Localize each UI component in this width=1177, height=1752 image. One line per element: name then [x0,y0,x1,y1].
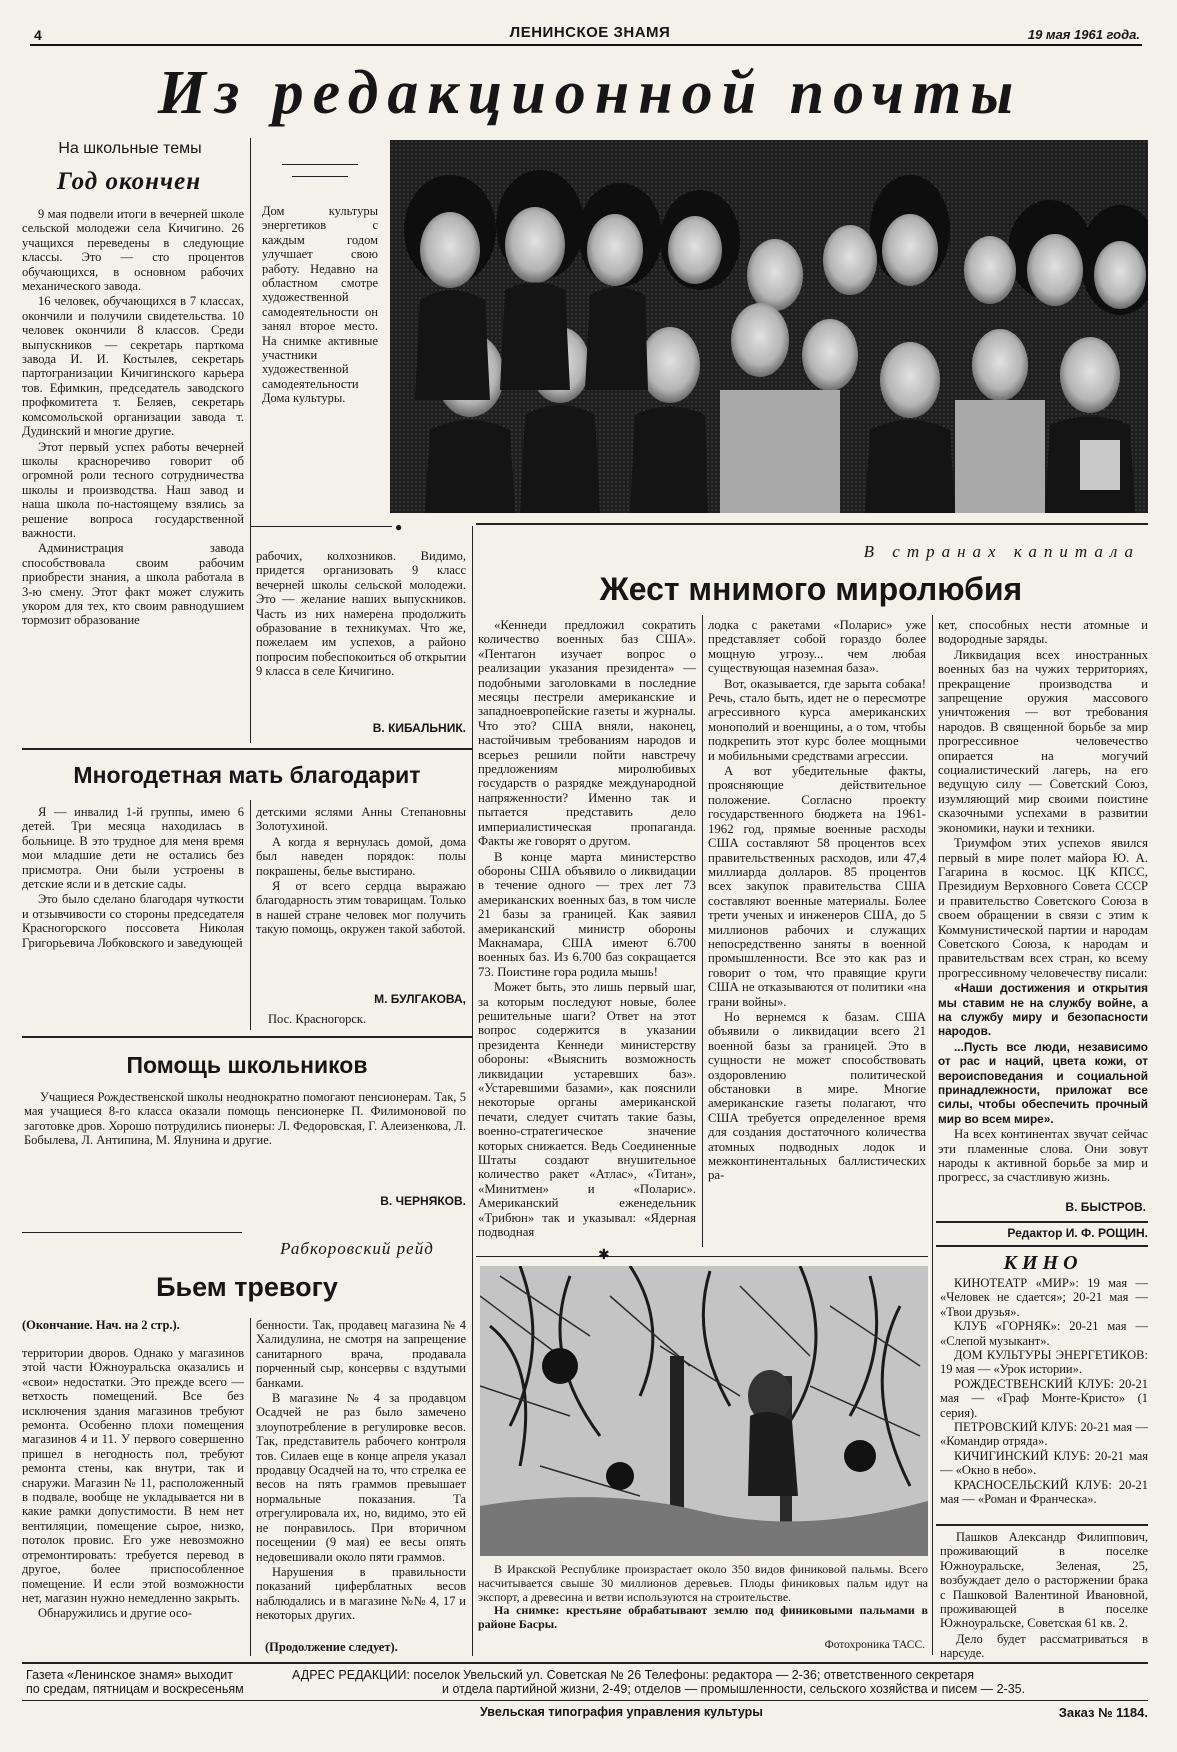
footer-rule [22,1662,1148,1664]
caption-paragraph: На снимке: крестьяне обрабатывают землю под финиковыми пальмами в районе Басры. [478,1603,928,1632]
footer-schedule [26,1668,286,1696]
column-divider [932,615,933,1655]
caption-ornament-top [292,176,348,177]
signature-bystrov: В. БЫСТРОВ. [1065,1200,1146,1214]
ornament-dot: ● [395,520,403,534]
paragraph: Этот первый успех работы вечерней школы красноречиво говорит об огромной роли тесного сотрудничества школы и производства. Наш завод и наша школа по-настоящему взялись за решение вопроса государственной важности. [22,439,244,540]
paragraph: лодка с ракетами «Поларис» уже представляет собой гораздо более мощную угрозу... чем любая существующая наземная база». [708,618,926,676]
article-god-col2 [256,549,466,680]
paragraph: В конце марта министерство обороны США объявило о ликвидации в течение одного — трех лет 73 американских военных баз, в том числе 21 базы за границей. Как заявил американский министр обороны Макнамара, США имеют 6.700 военных баз. Из 6.700 баз сокращается 73. Поистине гора родила мышь! [478,849,696,979]
paragraph: Триумфом этих успехов явился первый в мире полет майора Ю. А. Гагарина в космос. ЦК КПСС, Президиум Верховного Совета СССР и правительство Советского Союза в своем обращении в связи с этим к Коммунистической партии и народам Советского Союза, к народам и правительствам всех стран, ко всему прогрессивному человечеству писали: [938,836,1148,980]
rubric-rabkor-reid: Рабкоровский рейд [280,1239,434,1258]
photo-top-caption: Дом культуры энергетиков с каждым годом улучшает свою работу. Недавно на областном смотре художественной самодеятельности он занял второе место. На снимке активные участники художественной самодеятельности Дома культуры. [262,204,378,406]
section-title: Из редакционной почты [157,59,1023,127]
footer-printer: Увельская типография управления культуры [480,1705,763,1719]
paragraph: рабочих, колхозников. Видимо, придется организовать 9 класс вечерней школы сельской молодежи. Это — желание наших выпускников. Часть из них намерена продолжить образование в техникумах. Что же, пожелаем им успехов, а районо попросим побеспокоиться об открытии 9 класса в селе Кичигино. [256,549,467,679]
headline-byem-trevogu: Бьем тревогу [156,1272,338,1302]
paragraph: бенности. Так, продавец магазина № 4 Халидулина, не смотря на запрещение санитарного врача, продавала порченный сыр, консервы с вздутыми банками. [256,1318,466,1390]
footer-rule [22,1700,1148,1701]
article-mat-col2 [256,805,466,938]
paragraph: 9 мая подвели итоги в вечерней школе сельской молодежи села Кичигино. 26 учащихся переведены в следующие классы. Это — сто процентов обучающихся, в основном рабочих механического завода. [22,207,244,294]
editor-rule [936,1245,1148,1247]
article-trevoga-col1 [22,1346,244,1622]
caption-paragraph: В Иракской Республике произрастает около 350 видов финиковой пальмы. Всего насчитывается свыше 30 миллионов деревьев. Плоды финиковых пальм идут на экспорт, а древесина и ветви используются на строительстве. [478,1562,928,1604]
caption-ornament-top [282,164,358,165]
kino-separator [936,1524,1148,1526]
paragraph: детскими яслями Анны Степановны Золотухиной. [256,805,466,834]
editor-name: Редактор И. Ф. РОЩИН. [1007,1226,1148,1240]
paragraph: А когда я вернулась домой, дома был наведен порядок: полы покрашены, белье выстирано. [256,834,466,878]
footer-order: Заказ № 1184. [1058,1705,1148,1720]
article-trevoga-continuation: (Окончание. Нач. на 2 стр.). [22,1318,180,1332]
issue-date: 19 мая 1961 года. [1027,27,1140,42]
paragraph: Обнаружились и другие осо- [38,1606,192,1621]
paper-name: ЛЕНИНСКОЕ ЗНАМЯ [509,24,671,41]
paragraph: В магазине № 4 за продавцом Осадчей не раз было замечено злоупотребление в регулировке весов. Так, представитель рабочего контроля тов. Силаев еще в конце апреля указал продавцу Осадчей на то, что стрелка ее весов на пять граммов превышает нормальные показания. Та отрегулировала их, но, видимо, это ей не понравилось. При вторичном посещении (9 мая) ее весы опять недовешивали около пяти граммов. [256,1391,466,1564]
kino-title: КИНО [1003,1252,1083,1274]
choir-photo [390,140,1148,513]
masthead-rule [30,44,1142,46]
paragraph: Администрация завода способствовала своим рабочим приобрести знания, а школа работала в 3-ю смену. Этот факт может служить укором для тех, кто своим равнодушием тормозит образование [22,541,244,628]
photo-bottom-rule [476,523,1148,525]
paragraph: кет, способных нести атомные и водородные заряды. [938,618,1148,647]
footer-schedule-line: по средам, пятницам и воскресеньям [26,1682,244,1696]
paragraph: территории дворов. Однако у магазинов этой части Южноуральска оказались и «свои» недостатки. Это прежде всего — ветхость помещений. Все без исключения здания магазинов требуют ремонта. Особенно плохи помещения магазинов 4 и 11. У первого совершенно пришел в негодность пол, требуют ремонта стены, как внутри, так и снаружи. Магазин № 11, расположенный в подвале, вообще не укладывается ни в какие рамки допустимости. В нем нет вентиляции, помещение сырое, низко, потолок провис. Его уже невозможно отремонтировать: требуется перевод в другое, более приспособленное помещение. И если этой возможности нет, магазин нужно немедленно закрыть. [22,1346,244,1605]
kino-entry: ПЕТРОВСКИЙ КЛУБ: 20-21 мая — «Командир отряда». [940,1420,1148,1449]
article-mat-col1 [22,805,244,951]
divorce-notice [940,1530,1148,1662]
rubric-school-topics: На школьные темы [58,140,202,157]
paragraph: Дело будет рассматриваться в нарсуде. [940,1631,1148,1661]
paragraph: Я — инвалид 1-й группы, имею 6 детей. Три месяца находилась в больнице. В это трудное для меня время мои младшие дети не остались без присмотра. Они были устроены в детские ясли и в детские сады. [22,805,244,892]
kino-listings [940,1276,1148,1507]
column-divider [250,138,251,743]
paragraph: Вот, оказывается, где зарыта собака! Речь, стало быть, идет не о пересмотре агрессивного курса американских монополий и военщины, а о том, чтобы подкрепить этот курс более мощными и мобильными средствами агрессии. [708,676,926,763]
place-krasnogorsk: Пос. Красногорск. [268,1012,367,1026]
editor-rule [936,1221,1148,1223]
separator-rule [250,526,392,527]
ornament-star: ✱ [598,1248,610,1263]
article-zhest-col1 [478,618,696,1240]
footer-address-line: и отдела партийной жизни, 2-49; отделов — промышленности, сельского хозяйства и писем — 2-35. [442,1682,1026,1696]
signature-bulgakova: М. БУЛГАКОВА, [374,992,466,1006]
page-number: 4 [34,27,42,43]
paragraph: Ликвидация всех иностранных военных баз на чужих территориях, прекращение производства и запрещение оружия массового уничтожения — вот требования народов. В священной борьбе за мир прогрессивное человечество опирается на могучий социалистический лагерь, на его ведущую силу — Советский Союз, изумляющий мир своими поистине сказочными успехами в развитии экономики, науки и техники. [938,647,1148,835]
quote-paragraph: «Наши достижения и открытия мы ставим не на службу войне, а на службу миру и безопасности народов. [938,981,1148,1039]
column-divider [702,615,703,1247]
photo-credit: Фотохроника ТАСС. [824,1639,925,1651]
paragraph: «Кеннеди предложил сократить количество военных баз США». «Пентагон изучает вопрос о реализации указания президента» — подобными заголовками в последние месяцы пестрели американские и западноевропейские газеты и журналы. Что это? США вняли, наконец, настойчивым требованиям народов и всерьез решили пойти навстречу предложениям миролюбивых государств о разрядке международной напряженности? Именно так и пытается представить дело империалистическая пропаганда. Факты же говорят о другом. [478,618,696,849]
footer-address-line: АДРЕС РЕДАКЦИИ: поселок Увельский ул. Советская № 26 Телефоны: редактора — 2-36; ответственного секретаря [292,1668,974,1682]
palm-photo [480,1266,928,1556]
section-separator [22,748,472,750]
article-pomosch-text: Учащиеся Рождественской школы неоднократно помогают пенсионерам. Так, 5 мая учащиеся 8-го класса оказали помощь пенсионерке П. Филимоновой по заготовке дров. Хорошо потрудились пионеры: Л. Федоровская, Г. Алеизенкова, Л. Бобылева, Л. Антипина, М. Ялунина и другие. [24,1090,466,1148]
article-zhest-col3 [938,618,1148,1186]
paragraph: Пашков Александр Филиппович, проживающий в поселке Южноуральске, Зеленая, 25, возбуждает дело о расторжении брака с Пашковой Валентиной Ивановной, проживающей в поселке Южноуральске, Советская 61 кв. 2. [940,1530,1148,1631]
column-divider [250,800,251,1030]
kino-entry: КРАСНОСЕЛЬСКИЙ КЛУБ: 20-21 мая — «Роман и Франческа». [940,1477,1148,1507]
kino-entry: КИНОТЕАТР «МИР»: 19 мая — «Человек не сдается»; 20-21 мая — «Твои друзья». [940,1276,1148,1319]
paragraph: Это было сделано благодаря чуткости и отзывчивости со стороны председателя Красногорского поссовета Николая Григорьевича Лобковского и заведующей [22,892,244,950]
footer-schedule-line: Газета «Ленинское знамя» выходит [26,1668,233,1682]
paragraph: Но вернемся к базам. США объявили о ликвидации всего 21 военной базы за границей. Это в сущности не может способствовать оздоровлению политической обстановки в мире. Многие американские газеты полагают, что США требуется определенное время для создания достаточного количества атомных подводных лодок и межконтинентальных баллистических ра- [708,1009,926,1183]
footer-address [292,1668,1148,1696]
headline-god-okonchen: Год окончен [56,168,202,195]
quote-paragraph: ...Пусть все люди, независимо от рас и наций, цвета кожи, от вероисповедания и социальной принадлежности, приложат все силы, чтобы обеспечить прочный мир во всем мире». [938,1039,1148,1126]
paragraph: 16 человек, обучающихся в 7 классах, окончили и получили свидетельства. 10 человек окончили 8 классов. Среди выпускников — секретарь парткома завода И. И. Костылев, секретарь партогранизации Кичигинского карьера тов. Ефимкин, председатель заводского профкомитета т. Беляев, секретарь комсомольской организации завода т. Дудинский и многие другие. [22,294,244,439]
section-separator [22,1036,472,1038]
signature-chernyakov: В. ЧЕРНЯКОВ. [380,1194,466,1208]
article-zhest-col2 [708,618,926,1184]
rubric-v-stranakh-kapitala: В странах капитала [863,542,1140,561]
photo-bottom-caption [478,1563,928,1632]
paragraph: Может быть, это лишь первый шаг, за которым последуют новые, более решительные шаги? Ответ на этот вопрос содержится в указании президента Кеннеди министерству обороны: «Выяснить возможность ликвидации устаревших баз». «Устаревшими базами», как пояснили некоторые органы американской печати, следует считать такие базы, военно-стратегическое значение которых снижается. Ведь Соединенные Штаты создают внушительное количество ракет «Атлас», «Титан», «Минитмен» и «Поларис». Американский еженедельник «Трибюн» так и указывал: «Ядерная подводная [478,980,696,1240]
to-be-continued: (Продолжение следует). [265,1640,398,1654]
headline-zhest: Жест мнимого миролюбия [599,571,1023,607]
headline-pomosch-shkolnikov: Помощь школьников [126,1052,368,1078]
kino-entry: КЛУБ «ГОРНЯК»: 20-21 мая — «Слепой музыкант». [940,1319,1148,1348]
article-god-col1 [22,207,244,629]
column-divider [250,1318,251,1656]
paragraph: Нарушения в правильности показаний циферблатных весов наблюдались и в магазине №№ 4, 17 и некоторых других. [256,1564,466,1623]
article-trevoga-col2 [256,1318,466,1624]
kino-entry: КИЧИГИНСКИЙ КЛУБ: 20-21 мая — «Окно в небо». [940,1448,1148,1478]
signature-kibalnik: В. КИБАЛЬНИК. [372,721,466,735]
kino-entry: ДОМ КУЛЬТУРЫ ЭНЕРГЕТИКОВ: 19 мая — «Урок истории». [940,1348,1148,1377]
paragraph: Я от всего сердца выражаю благодарность этим товарищам. Только в нашей стране человек мог получить такую помощь, окружен такой заботой. [256,879,466,937]
paragraph: На всех континентах звучат сейчас эти пламенные слова. Они зовут народы к активной борьбе за мир и прогресс, за счастливую жизнь. [938,1127,1148,1185]
section-separator [22,1232,242,1233]
kino-entry: РОЖДЕСТВЕНСКИЙ КЛУБ: 20-21 мая — «Граф Монте-Кристо» (1 серия). [940,1376,1148,1420]
column-divider [472,526,473,1656]
separator-rule [476,1256,928,1257]
paragraph: А вот убедительные факты, проясняющие действительное положение. Согласно проекту государственного бюджета на 1961-1962 год, прямые военные расходы США составляют 58 процентов всех правительственных расходов, или 47,4 миллиарда долларов. 85 процентов всех закупок правительства США составляют военные материалы. Более трети ученых и инженеров США, до 5 миллионов рабочих и служащих непосредственно заняты в военной промышленности. Все это как раз и говорит о том, что правящие круги США не отказываются от политики «на грани войны». [708,764,926,1009]
headline-mnogodetnaya-mat: Многодетная мать благодарит [73,762,421,788]
